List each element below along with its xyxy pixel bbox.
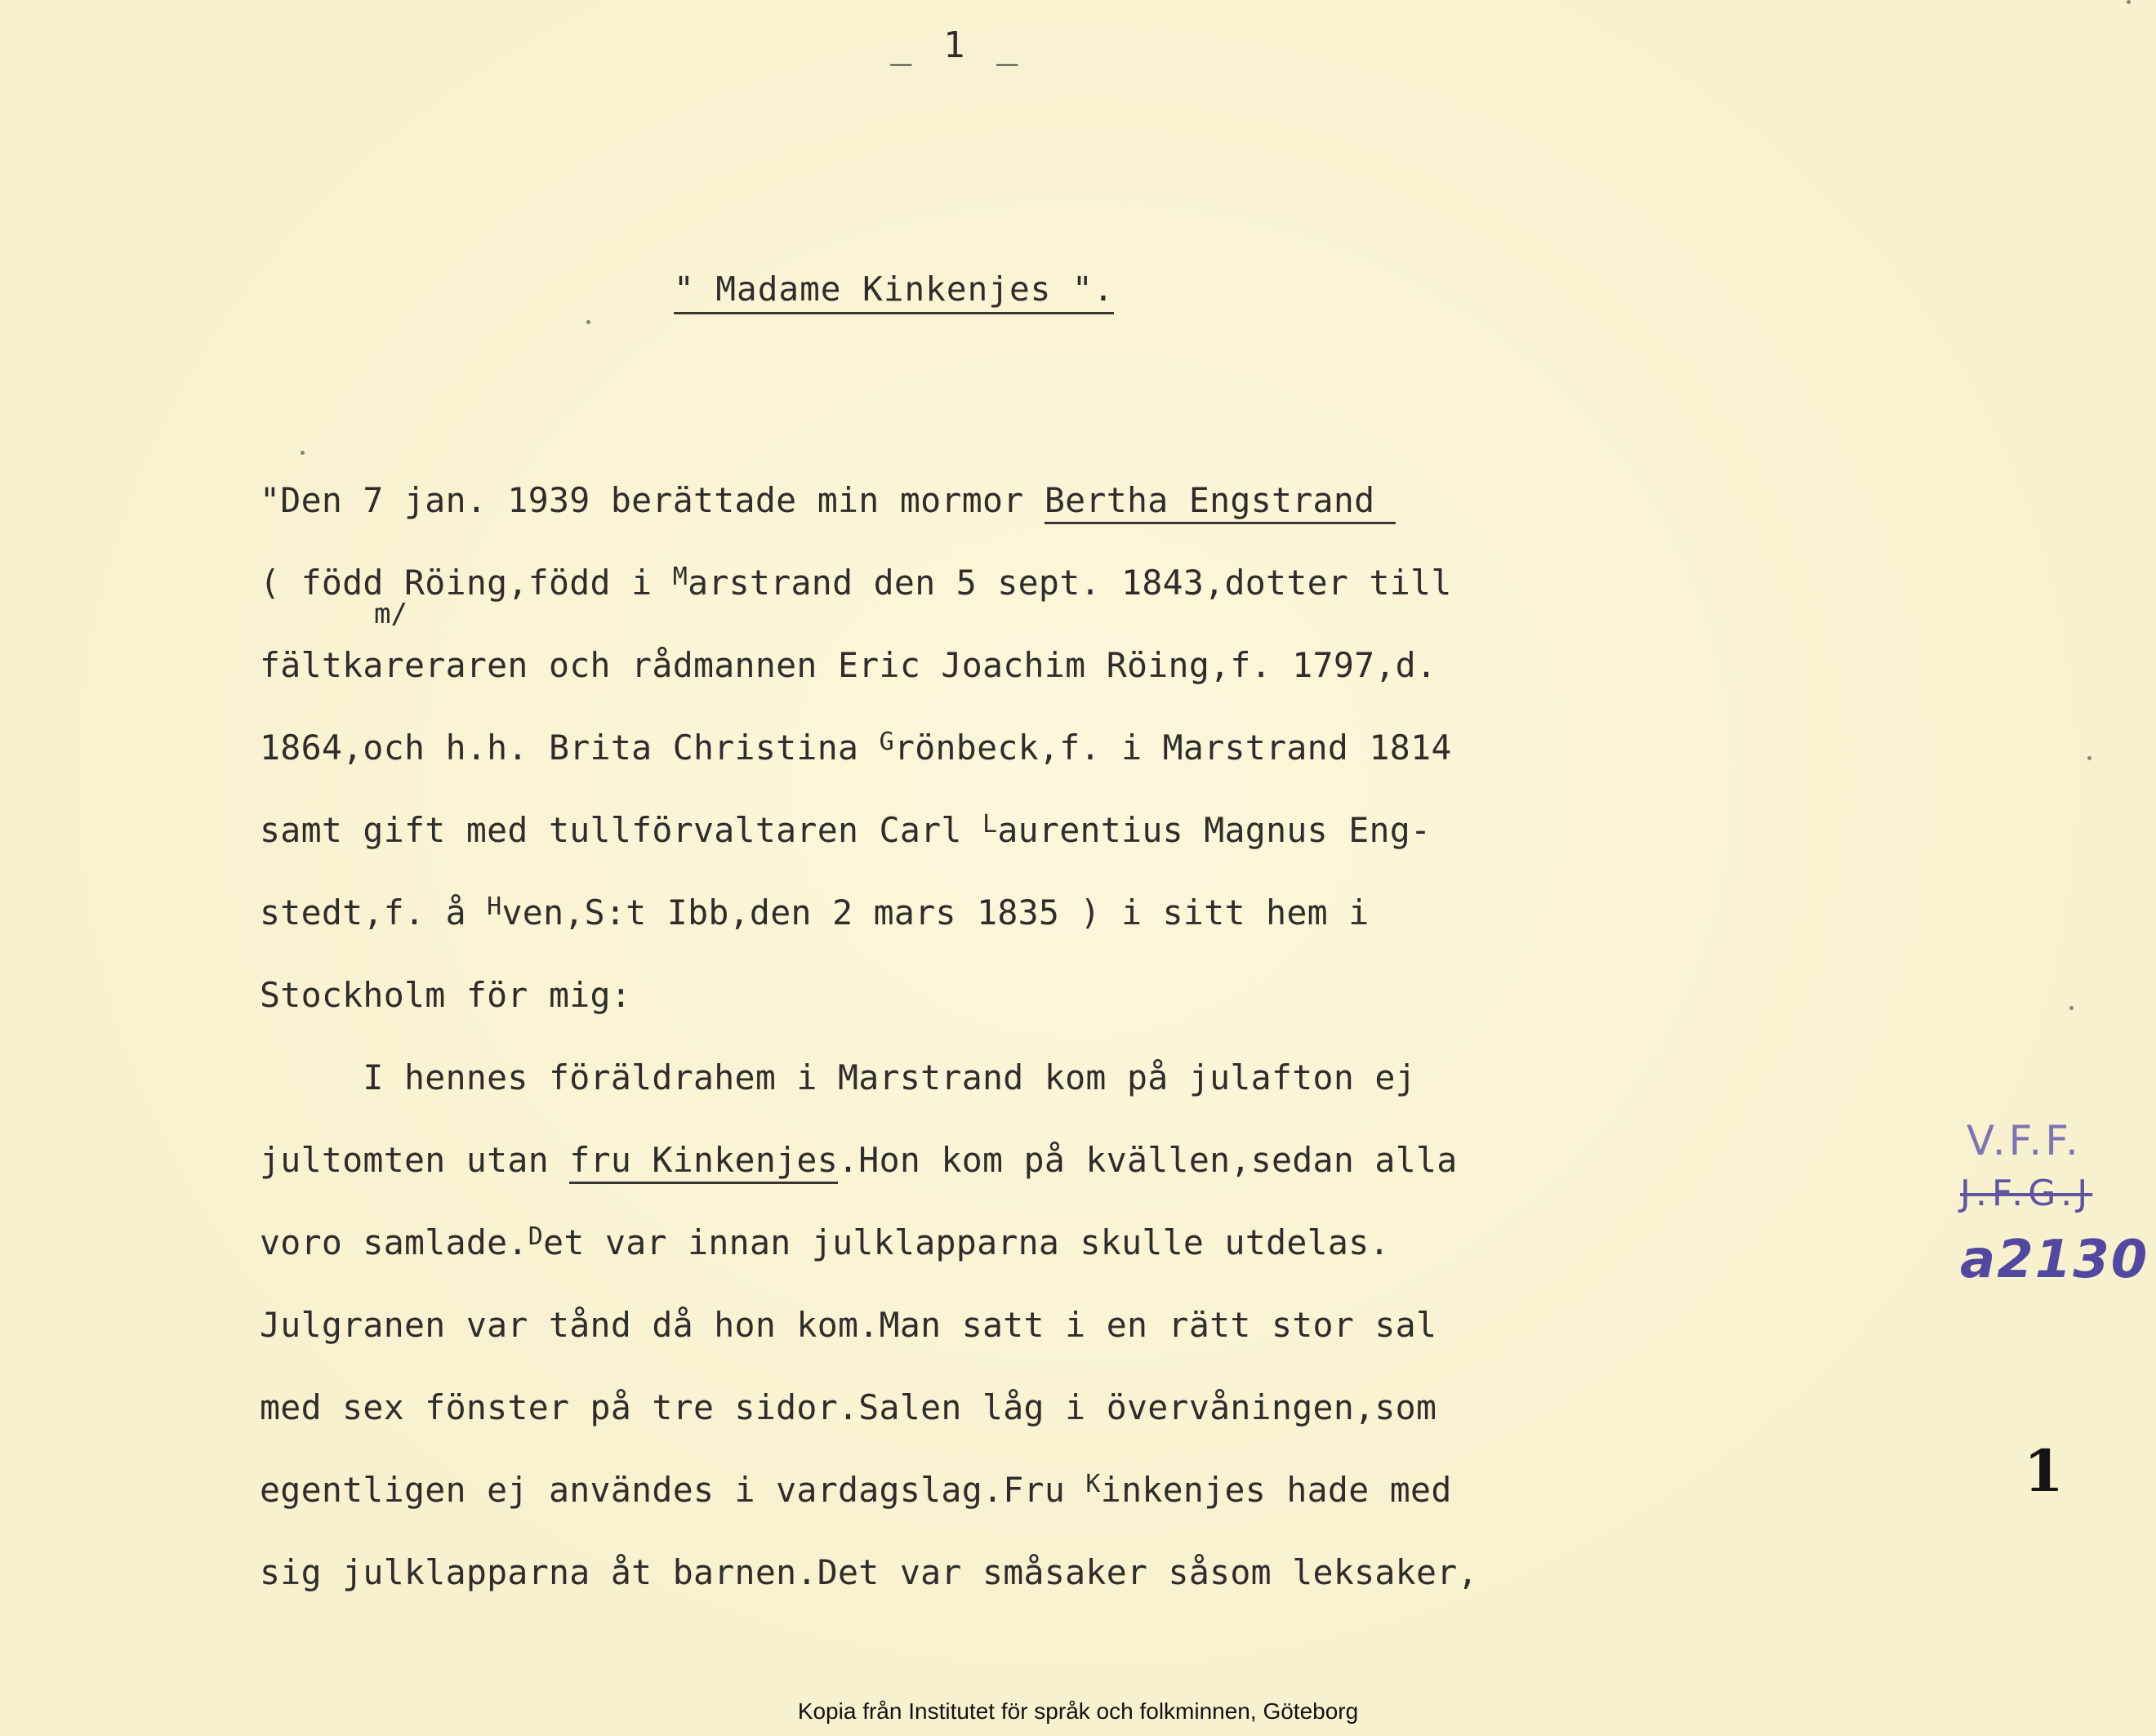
- text-line: [260, 728, 1452, 768]
- text-segment: voro samlade.: [260, 1222, 528, 1262]
- text-segment: inkenjes hade med: [1100, 1470, 1452, 1510]
- text-line: [260, 1387, 1437, 1427]
- text-segment: samt gift med tullförvaltaren Carl: [260, 810, 982, 850]
- text-segment: et var innan julklapparna skulle utdelas.: [543, 1222, 1390, 1262]
- archive-stamp-number: a2130: [1960, 1230, 2149, 1290]
- text-line: [260, 480, 1396, 520]
- archive-stamp-struck: J.F.G.J: [1960, 1173, 2093, 1214]
- text-segment: ven,S:t Ibb,den 2 mars 1835 ) i sitt hem i: [501, 892, 1370, 933]
- text-line: [260, 975, 631, 1015]
- text-segment: Stockholm för mig:: [260, 975, 632, 1015]
- text-segment: fältkareraren och rådmannen Eric Joachim Röing,f. 1797,d.: [260, 645, 1437, 685]
- text-segment: arstrand den 5 sept. 1843,dotter till: [688, 563, 1452, 603]
- footer-copy-notice: Kopia från Institutet för språk och folkminnen, Göteborg: [797, 1698, 1359, 1724]
- text-segment: .Hon kom på kvällen,sedan alla: [838, 1140, 1458, 1180]
- text-line: [260, 1222, 1390, 1262]
- text-segment: jultomten utan: [260, 1140, 570, 1180]
- underlined-name: fru Kinkenjes: [569, 1140, 838, 1184]
- raised-capital: M: [672, 563, 688, 591]
- text-line: [260, 563, 1452, 603]
- handwritten-insertion-mark: m/: [374, 598, 408, 630]
- text-segment: med sex fönster på tre sidor.Salen låg i övervåningen,som: [260, 1387, 1437, 1427]
- text-line: [260, 810, 1431, 850]
- side-page-numeral: 1: [2024, 1437, 2064, 1505]
- raised-capital: K: [1085, 1470, 1101, 1498]
- paper-speck: [586, 320, 590, 324]
- text-segment: 1864,och h.h. Brita Christina: [260, 728, 880, 768]
- underlined-name: Bertha Engstrand: [1045, 480, 1396, 524]
- paper-speck: [2087, 756, 2091, 760]
- text-segment: aurentius Magnus Eng-: [997, 810, 1432, 850]
- text-segment: stedt,f. å: [260, 892, 488, 933]
- text-segment: I hennes föräldrahem i Marstrand kom på julafton ej: [260, 1057, 1416, 1097]
- text-line: [260, 892, 1370, 933]
- text-line: [260, 1140, 1458, 1180]
- text-line: [260, 645, 1437, 685]
- raised-capital: D: [528, 1222, 544, 1251]
- raised-capital: L: [982, 810, 998, 839]
- page-number: _ 1 _: [890, 24, 1023, 66]
- text-line: [260, 1470, 1452, 1510]
- text-segment: rönbeck,f. i Marstrand 1814: [893, 728, 1452, 768]
- text-segment: "Den 7 jan. 1939 berättade min mormor: [260, 480, 1045, 520]
- text-segment: Julgranen var tånd då hon kom.Man satt i en rätt stor sal: [260, 1305, 1437, 1345]
- text-line: [260, 1552, 1478, 1592]
- paper-speck: [301, 451, 305, 455]
- paper-speck: [2069, 1006, 2074, 1010]
- text-segment: sig julklapparna åt barnen.Det var småsaker såsom leksaker,: [260, 1552, 1478, 1592]
- document-title: " Madame Kinkenjes ".: [674, 269, 1114, 314]
- raised-capital: G: [879, 728, 894, 756]
- archive-stamp-vff: V.F.F.: [1967, 1117, 2082, 1164]
- text-segment: ( född Röing,född i: [260, 563, 673, 603]
- text-line: [260, 1057, 1416, 1097]
- raised-capital: H: [487, 892, 502, 921]
- paper-speck: [2127, 0, 2131, 4]
- text-segment: egentligen ej användes i vardagslag.Fru: [260, 1470, 1086, 1510]
- text-line: [260, 1305, 1437, 1345]
